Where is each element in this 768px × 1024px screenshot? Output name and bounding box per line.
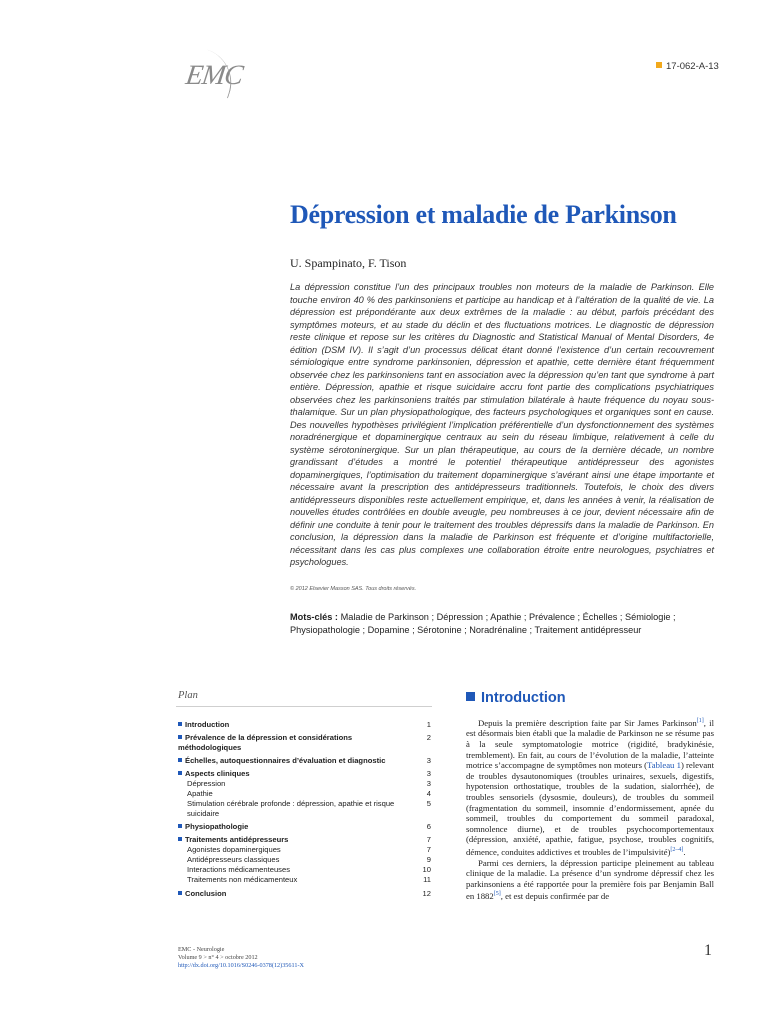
plan-item-text: Antidépresseurs classiques [187, 855, 280, 864]
plan-item-label [178, 733, 396, 753]
plan-item[interactable] [178, 756, 431, 766]
plan-item-page: 3 [426, 779, 431, 788]
bullet-square-icon [178, 824, 182, 828]
plan-item-text: Physiopathologie [185, 822, 249, 831]
intro-text-span: ) relevant de troubles dysautonomiques (troubles urinaires, sexuels, digestifs, hypotension orthostatique, troubles de la sudation, sialorrhée), de troubles sensoriels (dysosmie, douleurs), de troubles du sommeil (fragmentation du sommeil, insomnie d’endormissement, apnée du sommeil, troubles du comportement du sommeil paradoxal, somnolence diurne), et de troubles psychocomportementaux (dépression, anxiété, apathie, fatigue, psychose, troubles cognitifs, démence, conduites addictives et troubles de l’impulsivité) [466, 760, 714, 857]
plan-item-text: Aspects cliniques [185, 769, 250, 778]
plan-item-label [178, 779, 396, 789]
plan-item-text: Agonistes dopaminergiques [187, 845, 281, 854]
plan-item-label [178, 799, 396, 819]
plan-item[interactable] [178, 822, 431, 832]
plan-item-label [178, 822, 396, 832]
plan-item-text: Dépression [187, 779, 226, 788]
keywords [290, 611, 720, 636]
copyright-notice: © 2012 Elsevier Masson SAS. Tous droits réservés. [290, 586, 417, 592]
plan-item[interactable] [178, 799, 431, 819]
plan-item-text: Apathie [187, 789, 213, 798]
article-authors: U. Spampinato, F. Tison [290, 256, 407, 270]
reference-code: 17-062-A-13 [666, 61, 719, 72]
plan-item[interactable] [178, 769, 431, 779]
plan-item-label [178, 835, 396, 845]
introduction-heading-text: Introduction [481, 690, 566, 706]
plan-item-page: 1 [426, 720, 431, 729]
plan-item[interactable] [178, 865, 431, 875]
table-link[interactable]: Tableau 1 [647, 760, 681, 771]
citation-link[interactable]: [5] [493, 891, 501, 898]
intro-text-span: Parmi ces derniers, la dépression participe pleinement au tableau clinique de la maladie. La présence d’un syndrome dépressif chez les parkinsoniens a été rapportée pour la première fois par Benjamin Ball en 1882 [466, 857, 714, 902]
bullet-square-icon [178, 722, 182, 726]
plan-item-text: Prévalence de la dépression et considérations méthodologiques [178, 733, 353, 752]
plan-item[interactable] [178, 889, 431, 899]
keywords-list: Maladie de Parkinson ; Dépression ; Apathie ; Prévalence ; Échelles ; Sémiologie ; Physiopathologie ; Dopamine ; Sérotonine ; Noradrénaline ; Traitement antidépresseur [290, 612, 676, 635]
plan-item-text: Traitements non médicamenteux [187, 875, 298, 884]
page-number: 1 [704, 942, 712, 959]
bullet-square-icon [178, 771, 182, 775]
plan-item-text: Introduction [185, 720, 230, 729]
introduction-paragraph [466, 858, 714, 902]
plan-item-text: Échelles, autoquestionnaires d’évaluation et diagnostic [185, 756, 386, 765]
plan-item-page: 9 [426, 855, 431, 864]
plan-item-page: 7 [426, 845, 431, 854]
plan-item-text: Conclusion [185, 889, 227, 898]
page-footer [178, 946, 304, 970]
introduction-heading [466, 690, 566, 706]
heading-square-icon [466, 692, 475, 701]
keywords-label: Mots-clés : [290, 612, 338, 622]
plan-item[interactable] [178, 845, 431, 855]
plan-item[interactable] [178, 789, 431, 799]
introduction-body [466, 716, 714, 902]
bullet-square-icon [178, 758, 182, 762]
plan-item[interactable] [178, 779, 431, 789]
plan-item-page: 2 [426, 733, 431, 742]
plan-title: Plan [178, 690, 198, 701]
plan-item-page: 12 [422, 889, 431, 898]
citation-link[interactable]: [2–4] [670, 847, 684, 854]
intro-text-span: . [683, 846, 686, 857]
introduction-paragraph [466, 716, 714, 858]
plan-divider [176, 706, 432, 707]
intro-text-span: Depuis la première description faite par Sir James Parkinson [478, 717, 697, 728]
bullet-square-icon [178, 837, 182, 841]
plan-item-label [178, 769, 396, 779]
intro-text-span: , et est depuis confirmée par de [500, 891, 610, 902]
emc-logo [180, 52, 245, 104]
plan-item-label [178, 720, 396, 730]
plan-table-of-contents [178, 717, 431, 899]
plan-item[interactable] [178, 855, 431, 865]
plan-item-label [178, 889, 396, 899]
intro-text-span: , il est désormais bien établi que la maladie de Parkinson ne se résume pas à la seule symptomatologie motrice (rigidité, bradykinésie, tremblement). En fait, au cours de l’évolution de la maladie, l’atteinte motrice s’accompagne de symptômes non moteurs ( [466, 717, 715, 771]
article-abstract: La dépression constitue l’un des principaux troubles non moteurs de la maladie de Parkinson. Elle touche environ 40 % des parkinsoniens et participe au handicap et à l’altération de la qualité de vie. La dépression est prépondérante aux deux extrêmes de la maladie : au début, parfois précédant des symptômes moteurs, et au stade du déclin et des fluctuations motrices. Le diagnostic de dépression reste clinique et repose sur les critères du Diagnostic and Statistical Manual of Mental Disorders, 4e édition (DSM IV). Il s’agit d’un processus délicat étant donné l’existence d’un certain recouvrement sémiologique entre syndrome parkinsonien, dépression et apathie, cette dernière étant fréquemment observée chez les parkinsoniens tant en association avec la dépression qu’en tant que syndrome à part entière. Dépression, apathie et risque suicidaire accru font partie des complications psychiatriques observées chez les parkinsoniens traités par stimulation bilatérale à haute fréquence du noyau sous-thalamique. Sur un plan physiopathologique, des facteurs psychologiques et organiques sont en cause. Des nouvelles hypothèses privilégient l’implication préférentielle d’un dysfonctionnement des systèmes noradrénergique et dopaminergique centraux au sein du réseau limbique, relativement à celle du système sérotoninergique. Sur un plan thérapeutique, au cours de la dernière décade, un nombre grandissant d’études a montré le potentiel thérapeutique antidépresseur des agonistes dopaminergiques, l’optimisation du traitement dopaminergique s’avérant ainsi une étape importante et nécessaire avant la prescription des antidépresseurs traditionnels. Toutefois, le choix des divers antidépresseurs disponibles reste actuellement empirique, et, dans les années à venir, la réalisation de nouvelles études contrôlées en double aveugle, peu nombreuses à ce jour, devient nécessaire afin de définir une conduite à tenir pour le traitement des troubles dépressifs dans la maladie de Parkinson. En conclusion, la dépression dans la maladie de Parkinson est fréquente et d’origine multifactorielle, nécessitant dans les cas plus complexes une collaboration étroite entre neurologues, psychiatres et psychologues. [290, 282, 714, 567]
plan-item[interactable] [178, 720, 431, 730]
plan-item-page: 11 [423, 875, 431, 884]
plan-item-page: 7 [426, 835, 431, 844]
logo-text: EMC [183, 60, 245, 91]
plan-item-page: 6 [426, 822, 431, 831]
plan-item-label [178, 865, 396, 875]
plan-item-label [178, 789, 396, 799]
plan-item[interactable] [178, 733, 431, 753]
plan-item-page: 3 [426, 756, 431, 765]
citation-link[interactable]: [1] [696, 718, 704, 724]
plan-item-label [178, 855, 396, 865]
volume-info: Volume 9 > n° 4 > octobre 2012 [178, 954, 258, 961]
article-reference [656, 61, 719, 72]
journal-name: EMC - Neurologie [178, 946, 225, 953]
article-title: Dépression et maladie de Parkinson [290, 200, 677, 229]
doi-link[interactable]: http://dx.doi.org/10.1016/S0246-0378(12)35611-X [178, 962, 304, 969]
plan-item-text: Interactions médicamenteuses [187, 865, 290, 874]
plan-item[interactable] [178, 835, 431, 845]
plan-item-text: Traitements antidépresseurs [185, 835, 289, 844]
plan-item-label [178, 756, 396, 766]
plan-item-page: 3 [426, 769, 431, 778]
plan-item-page: 10 [422, 865, 431, 874]
bullet-square-icon [178, 891, 182, 895]
reference-square-icon [656, 62, 662, 68]
plan-item-label [178, 845, 396, 855]
plan-item-text: Stimulation cérébrale profonde : dépression, apathie et risque suicidaire [187, 799, 395, 818]
plan-item-label [178, 875, 396, 885]
bullet-square-icon [178, 735, 182, 739]
plan-item-page: 4 [426, 789, 431, 798]
plan-item[interactable] [178, 875, 431, 885]
plan-item-page: 5 [426, 799, 431, 808]
